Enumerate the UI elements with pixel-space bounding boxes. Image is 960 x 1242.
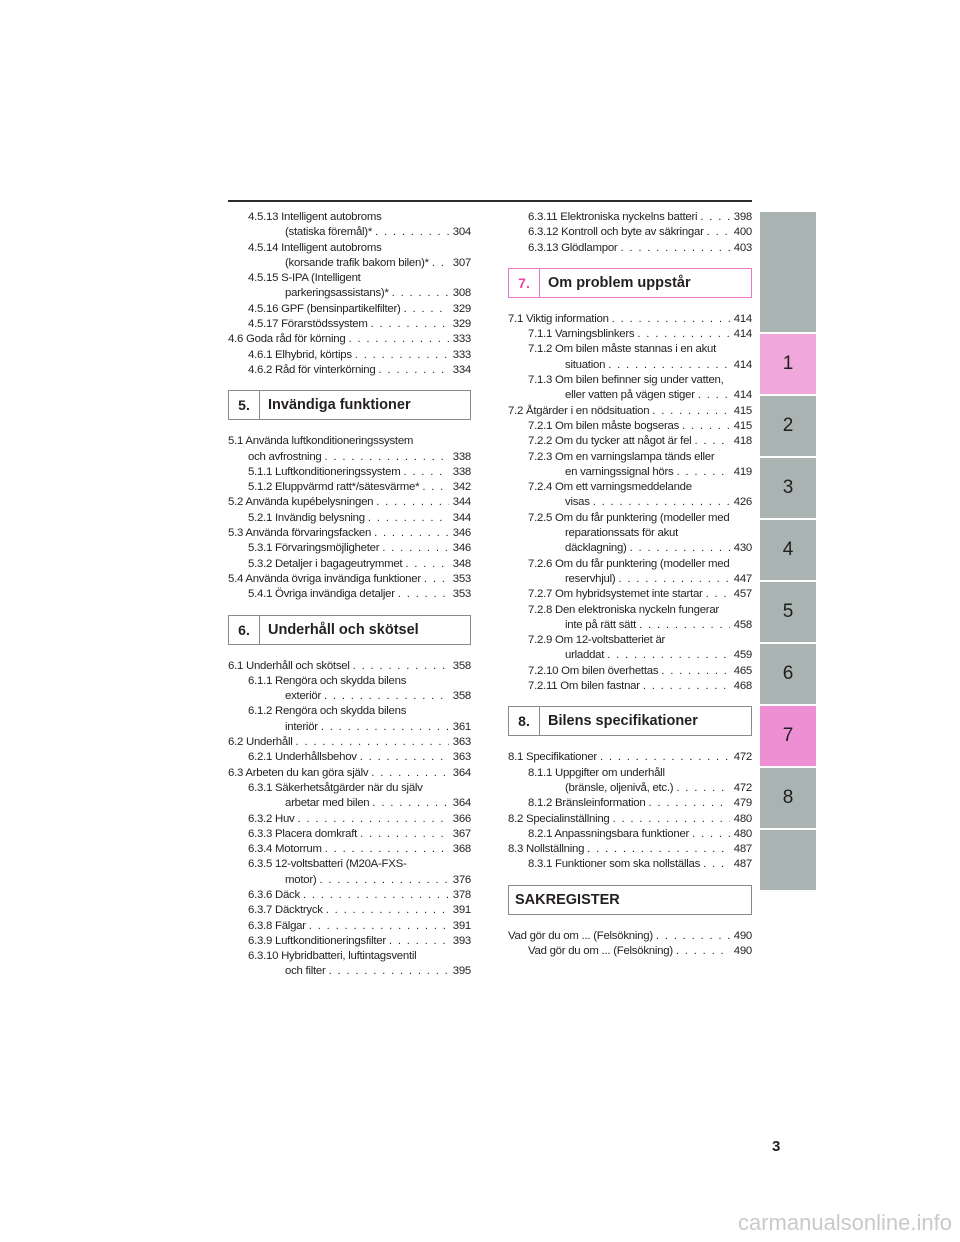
- toc-page-number: 346: [452, 542, 471, 555]
- section-number: 6.: [229, 616, 260, 644]
- dot-leader: [605, 358, 730, 373]
- dot-leader: [368, 766, 449, 781]
- toc-entry[interactable]: [508, 603, 752, 634]
- toc-page-number: 391: [452, 919, 471, 932]
- toc-entry-title: däcklagning): [565, 542, 627, 555]
- dot-leader: [322, 842, 449, 857]
- toc-page-number: 447: [733, 572, 752, 585]
- toc-page-number: 376: [452, 873, 471, 886]
- toc-entry[interactable]: [508, 450, 752, 481]
- dot-leader: [679, 419, 730, 434]
- dot-leader: [421, 572, 449, 587]
- toc-entry[interactable]: [508, 587, 752, 602]
- toc-entry[interactable]: [508, 480, 752, 511]
- toc-page-number: 487: [733, 858, 752, 871]
- dot-leader: [653, 929, 730, 944]
- toc-entry-title: 7.2.10 Om bilen överhettas: [528, 664, 659, 677]
- section-number: 8.: [509, 707, 540, 735]
- dot-leader: [691, 434, 730, 449]
- dot-leader: [300, 888, 449, 903]
- toc-entry[interactable]: [228, 434, 471, 465]
- toc-entry-title: visas: [565, 496, 590, 509]
- toc-page-number: 363: [452, 736, 471, 749]
- toc-page-number: 414: [733, 312, 752, 325]
- toc-entry-text: 7.1.3 Om bilen befinner sig under vatten,: [528, 374, 724, 387]
- toc-page-number: 472: [733, 781, 752, 794]
- toc-page-number: 364: [452, 766, 471, 779]
- toc-entry-text: 6.3.5 12-voltsbatteri (M20A-FXS-: [248, 858, 407, 871]
- chapter-tab-2[interactable]: 2: [760, 396, 816, 456]
- toc-page-number: 400: [733, 226, 752, 239]
- dot-leader: [357, 750, 449, 765]
- toc-entry[interactable]: [508, 404, 752, 419]
- toc-entry-title: urladdat: [565, 649, 605, 662]
- dot-leader: [703, 587, 730, 602]
- toc-entry-title: 7.1 Viktig information: [508, 312, 609, 325]
- toc-entry-text: 7.2.6 Om du får punktering (modeller med: [528, 557, 730, 570]
- toc-page-number: 368: [452, 843, 471, 856]
- toc-entry[interactable]: [508, 225, 752, 240]
- toc-entry[interactable]: [508, 327, 752, 342]
- toc-entry-title: 8.1.2 Bränsleinformation: [528, 797, 646, 810]
- toc-entry-title: 5.2 Använda kupébelysningen: [228, 496, 374, 509]
- toc-entry-text: 7.1.2 Om bilen måste stannas i en akut: [528, 343, 717, 356]
- toc-page-number: 308: [452, 287, 471, 300]
- toc-page-number: 334: [452, 363, 471, 376]
- dot-leader: [636, 618, 730, 633]
- toc-page-number: 353: [452, 588, 471, 601]
- dot-leader: [375, 363, 449, 378]
- watermark: carmanualsonline.info: [737, 1210, 952, 1235]
- toc-page-number: 415: [733, 419, 752, 432]
- top-rule: [228, 200, 752, 202]
- toc-entry[interactable]: [228, 659, 471, 674]
- dot-leader: [352, 348, 449, 363]
- toc-page-number: 344: [452, 511, 471, 524]
- toc-entry-title: 6.3.11 Elektroniska nyckelns batteri: [528, 211, 698, 223]
- toc-entry[interactable]: [228, 465, 471, 480]
- toc-entry-title: inte på rätt sätt: [565, 618, 637, 631]
- toc-page-number: 459: [733, 649, 752, 662]
- toc-entry-text: 7.2.4 Om ett varningsmeddelande: [528, 481, 692, 494]
- toc-page-number: 419: [733, 465, 752, 478]
- toc-entry-title: exteriör: [285, 690, 321, 703]
- dot-leader: [700, 857, 730, 872]
- toc-entry[interactable]: [508, 342, 752, 373]
- toc-entry-title: eller vatten på vägen stiger: [565, 389, 695, 402]
- toc-page-number: 395: [452, 965, 471, 978]
- dot-leader: [293, 735, 449, 750]
- toc-entry[interactable]: [228, 271, 471, 302]
- toc-entry-title: 4.5.17 Förarstödssystem: [248, 318, 368, 331]
- dot-leader: [609, 312, 730, 327]
- toc-entry-title: 5.1.1 Luftkonditioneringssystem: [248, 465, 401, 478]
- dot-leader: [400, 465, 449, 480]
- toc-page-number: 398: [733, 211, 752, 223]
- toc-page-number: 457: [733, 588, 752, 601]
- toc-entry[interactable]: [508, 373, 752, 404]
- dot-leader: [597, 750, 730, 765]
- chapter-tab-1[interactable]: 1: [760, 334, 816, 394]
- dot-leader: [357, 827, 449, 842]
- dot-leader: [419, 480, 449, 495]
- toc-entry[interactable]: [508, 210, 752, 225]
- dot-leader: [386, 934, 449, 949]
- toc-entry-text: 7.2.9 Om 12-voltsbatteriet är: [528, 634, 666, 647]
- section-heading: [508, 706, 752, 736]
- toc-entry-title: (statiska föremål)*: [285, 226, 373, 239]
- toc-page-number: 480: [733, 812, 752, 825]
- toc-entry-title: situation: [565, 358, 606, 371]
- dot-leader: [389, 286, 449, 301]
- page-number: 3: [772, 1138, 781, 1155]
- toc-entry[interactable]: [228, 526, 471, 541]
- dot-leader: [368, 317, 449, 332]
- section-heading: [228, 615, 471, 645]
- toc-entry-title: parkeringsassistans)*: [285, 287, 389, 300]
- toc-entry[interactable]: [228, 495, 471, 510]
- toc-entry[interactable]: [508, 434, 752, 449]
- toc-entry-title: en varningssignal hörs: [565, 465, 674, 478]
- toc-entry[interactable]: [228, 210, 471, 241]
- toc-entry-title: 4.5.16 GPF (bensinpartikelfilter): [248, 302, 401, 315]
- toc-entry-text: 6.1.1 Rengöra och skydda bilens: [248, 674, 407, 687]
- toc-entry[interactable]: [508, 664, 752, 679]
- dot-leader: [610, 812, 730, 827]
- toc-entry[interactable]: [228, 302, 471, 317]
- toc-entry[interactable]: [228, 903, 471, 918]
- section-heading: [508, 268, 752, 298]
- toc-page-number: 414: [733, 328, 752, 341]
- section-title: SAKREGISTER: [515, 891, 620, 908]
- section-heading: [228, 390, 471, 420]
- dot-leader: [369, 796, 449, 811]
- toc-entry[interactable]: [228, 241, 471, 272]
- toc-right-column: [508, 210, 752, 959]
- dot-leader: [673, 465, 730, 480]
- dot-leader: [371, 526, 449, 541]
- toc-page-number: 490: [733, 944, 752, 957]
- section-number: 5.: [229, 391, 260, 419]
- dot-leader: [429, 256, 449, 271]
- toc-page-number: 338: [452, 465, 471, 478]
- dot-leader: [627, 541, 730, 556]
- toc-page-number: 364: [452, 797, 471, 810]
- toc-entry-text: 7.2.5 Om du får punktering (modeller med: [528, 511, 730, 524]
- toc-entry[interactable]: [228, 827, 471, 842]
- toc-entry-title: 6.3.8 Fälgar: [248, 919, 306, 932]
- chapter-tab-blank[interactable]: [760, 830, 816, 890]
- dot-leader: [704, 225, 730, 240]
- toc-entry-title: 6.3.7 Däcktryck: [248, 904, 323, 917]
- toc-entry-title: 8.1 Specifikationer: [508, 751, 597, 764]
- section-title: Om problem uppstår: [548, 274, 691, 291]
- toc-page-number: 304: [452, 226, 471, 239]
- dot-leader: [695, 388, 730, 403]
- dot-leader: [634, 327, 730, 342]
- dot-leader: [697, 210, 730, 225]
- toc-page-number: 366: [452, 812, 471, 825]
- toc-page-number: 367: [452, 827, 471, 840]
- toc-entry[interactable]: [228, 572, 471, 587]
- toc-entry-title: 5.4.1 Övriga invändiga detaljer: [248, 588, 395, 601]
- chapter-tab-4[interactable]: 4: [760, 520, 816, 580]
- toc-page-number: 348: [452, 557, 471, 570]
- dot-leader: [345, 332, 449, 347]
- toc-entry[interactable]: [228, 674, 471, 705]
- toc-page-number: 426: [733, 496, 752, 509]
- toc-page-number: 480: [733, 827, 752, 840]
- toc-entry-title: 6.3.13 Glödlampor: [528, 241, 618, 254]
- toc-entry-text: 4.5.15 S-IPA (Intelligent: [248, 272, 361, 285]
- toc-entry-title: 6.3.4 Motorrum: [248, 843, 322, 856]
- toc-entry[interactable]: [228, 332, 471, 347]
- toc-entry-title: 5.3 Använda förvaringsfacken: [228, 527, 372, 540]
- dot-leader: [350, 659, 449, 674]
- toc-entry-title: 7.2 Åtgärder i en nödsituation: [508, 404, 650, 417]
- toc-entry-title: 5.3.2 Detaljer i bagageutrymmet: [248, 557, 403, 570]
- dot-leader: [316, 873, 449, 888]
- toc-entry-title: och avfrostning: [248, 450, 322, 463]
- toc-entry[interactable]: [228, 363, 471, 378]
- dot-leader: [379, 541, 449, 556]
- toc-entry[interactable]: [508, 679, 752, 694]
- toc-entry[interactable]: [228, 480, 471, 495]
- dot-leader: [395, 587, 449, 602]
- dot-leader: [673, 944, 730, 959]
- toc-entry-title: 7.2.7 Om hybridsystemet inte startar: [528, 588, 703, 601]
- toc-page-number: 378: [452, 888, 471, 901]
- toc-page-number: 418: [733, 435, 752, 448]
- toc-entry-title: motor): [285, 873, 317, 886]
- toc-page-number: 361: [452, 720, 471, 733]
- toc-page-number: 430: [733, 542, 752, 555]
- toc-entry[interactable]: [508, 827, 752, 842]
- toc-entry-title: 6.3 Arbeten du kan göra själv: [228, 766, 369, 779]
- dot-leader: [318, 720, 449, 735]
- toc-page-number: 307: [452, 256, 471, 269]
- toc-entry[interactable]: [508, 419, 752, 434]
- toc-page-number: 465: [733, 664, 752, 677]
- toc-entry[interactable]: [508, 750, 752, 765]
- toc-entry-text: 8.1.1 Uppgifter om underhåll: [528, 766, 665, 779]
- toc-entry-title: 8.3 Nollställning: [508, 843, 585, 856]
- toc-entry-title: 8.2 Specialinställning: [508, 812, 610, 825]
- toc-entry-title: reservhjul): [565, 572, 616, 585]
- toc-entry[interactable]: [508, 312, 752, 327]
- toc-page-number: 342: [452, 481, 471, 494]
- toc-entry-title: 6.3.6 Däck: [248, 888, 300, 901]
- toc-entry-title: (bränsle, oljenivå, etc.): [565, 781, 674, 794]
- dot-leader: [584, 842, 730, 857]
- toc-entry-text: 7.2.8 Den elektroniska nyckeln fungerar: [528, 603, 719, 616]
- toc-entry-title: 4.6 Goda råd för körning: [228, 333, 346, 346]
- toc-entry[interactable]: [228, 557, 471, 572]
- toc-entry-title: 7.2.1 Om bilen måste bogseras: [528, 419, 680, 432]
- toc-entry-title: Vad gör du om ... (Felsökning): [528, 944, 673, 957]
- toc-page-number: 346: [452, 527, 471, 540]
- toc-entry[interactable]: [228, 949, 471, 980]
- toc-page-number: 358: [452, 690, 471, 703]
- toc-entry-title: 6.2.1 Underhållsbehov: [248, 751, 357, 764]
- dot-leader: [640, 679, 730, 694]
- toc-entry-title: 5.2.1 Invändig belysning: [248, 511, 365, 524]
- toc-entry-title: arbetar med bilen: [285, 797, 370, 810]
- dot-leader: [645, 796, 730, 811]
- toc-entry-title: 5.4 Använda övriga invändiga funktioner: [228, 572, 421, 585]
- toc-page-number: 490: [733, 929, 752, 942]
- toc-page-number: 403: [733, 241, 752, 254]
- toc-entry-title: Vad gör du om ... (Felsökning): [508, 929, 653, 942]
- dot-leader: [590, 495, 730, 510]
- toc-entry[interactable]: [228, 766, 471, 781]
- toc-entry[interactable]: [508, 241, 752, 256]
- toc-entry[interactable]: [508, 633, 752, 664]
- toc-entry-title: 4.6.2 Råd för vinterkörning: [248, 363, 376, 376]
- toc-entry-title: 4.6.1 Elhybrid, körtips: [248, 348, 352, 361]
- toc-entry-title: 6.3.9 Luftkonditioneringsfilter: [248, 934, 386, 947]
- dot-leader: [323, 903, 449, 918]
- toc-page-number: 472: [733, 751, 752, 764]
- toc-page-number: 479: [733, 797, 752, 810]
- dot-leader: [321, 689, 449, 704]
- section-title: Bilens specifikationer: [548, 713, 698, 730]
- toc-entry-title: 6.1 Underhåll och skötsel: [228, 659, 350, 672]
- toc-entry-text: 6.3.1 Säkerhetsåtgärder när du själv: [248, 781, 423, 794]
- section-title: Invändiga funktioner: [268, 397, 411, 414]
- dot-leader: [295, 812, 449, 827]
- section-number: 7.: [509, 269, 540, 297]
- toc-entry[interactable]: [228, 919, 471, 934]
- toc-page-number: 353: [452, 572, 471, 585]
- toc-entry[interactable]: [508, 511, 752, 557]
- dot-leader: [326, 964, 449, 979]
- toc-entry-text: 4.5.13 Intelligent autobroms: [248, 211, 382, 223]
- toc-entry-title: 8.3.1 Funktioner som ska nollställas: [528, 858, 701, 871]
- toc-page-number: 329: [452, 318, 471, 331]
- toc-entry-title: (korsande trafik bakom bilen)*: [285, 256, 429, 269]
- dot-leader: [401, 302, 449, 317]
- toc-entry-text: reparationssats för akut: [565, 527, 679, 540]
- chapter-tab-8[interactable]: 8: [760, 768, 816, 828]
- toc-entry[interactable]: [228, 587, 471, 602]
- toc-page-number: 393: [452, 934, 471, 947]
- dot-leader: [322, 450, 450, 465]
- toc-entry[interactable]: [508, 766, 752, 797]
- toc-entry[interactable]: [228, 857, 471, 888]
- dot-leader: [617, 241, 730, 256]
- toc-entry[interactable]: [228, 812, 471, 827]
- dot-leader: [604, 648, 730, 663]
- toc-entry[interactable]: [228, 317, 471, 332]
- toc-left-column: [228, 210, 471, 980]
- toc-entry[interactable]: [228, 704, 471, 735]
- toc-entry-title: 7.2.2 Om du tycker att något är fel: [528, 435, 692, 448]
- toc-page-number: 329: [452, 302, 471, 315]
- toc-entry[interactable]: [228, 750, 471, 765]
- toc-page-number: 333: [452, 333, 471, 346]
- toc-entry-title: 8.2.1 Anpassningsbara funktioner: [528, 827, 690, 840]
- toc-entry[interactable]: [228, 511, 471, 526]
- toc-page-number: 414: [733, 358, 752, 371]
- toc-page-number: 358: [452, 659, 471, 672]
- toc-page-number: 487: [733, 843, 752, 856]
- toc-page-number: 363: [452, 751, 471, 764]
- toc-entry[interactable]: [508, 812, 752, 827]
- toc-page-number: 458: [733, 618, 752, 631]
- chapter-tabs: [760, 212, 816, 892]
- dot-leader: [649, 404, 730, 419]
- toc-page-number: 333: [452, 348, 471, 361]
- toc-entry-title: 5.1.2 Eluppvärmd ratt*/sätesvärme*: [248, 481, 420, 494]
- chapter-tab-5[interactable]: 5: [760, 582, 816, 642]
- toc-entry-text: 4.5.14 Intelligent autobroms: [248, 241, 382, 254]
- dot-leader: [615, 572, 730, 587]
- chapter-tab-3[interactable]: 3: [760, 458, 816, 518]
- toc-entry[interactable]: [508, 929, 752, 944]
- section-heading: [508, 885, 752, 915]
- toc-entry-title: 5.3.1 Förvaringsmöjligheter: [248, 542, 380, 555]
- toc-entry-title: 7.2.11 Om bilen fastnar: [528, 680, 640, 693]
- toc-entry[interactable]: [228, 735, 471, 750]
- toc-entry-title: 6.3.3 Placera domkraft: [248, 827, 358, 840]
- toc-page-number: 468: [733, 680, 752, 693]
- chapter-tab-6[interactable]: 6: [760, 644, 816, 704]
- dot-leader: [372, 225, 449, 240]
- toc-entry[interactable]: [508, 842, 752, 857]
- toc-entry[interactable]: [228, 541, 471, 556]
- section-title: Underhåll och skötsel: [268, 621, 419, 638]
- toc-entry-text: 6.1.2 Rengöra och skydda bilens: [248, 705, 407, 718]
- toc-page-number: 391: [452, 904, 471, 917]
- toc-entry-text: 7.2.3 Om en varningslampa tänds eller: [528, 450, 715, 463]
- chapter-tab-blank[interactable]: [760, 212, 816, 332]
- toc-entry[interactable]: [228, 934, 471, 949]
- dot-leader: [673, 781, 730, 796]
- toc-page-number: 415: [733, 404, 752, 417]
- toc-entry[interactable]: [228, 781, 471, 812]
- dot-leader: [689, 827, 730, 842]
- toc-entry[interactable]: [508, 944, 752, 959]
- toc-page-number: 414: [733, 389, 752, 402]
- chapter-tab-7[interactable]: 7: [760, 706, 816, 766]
- toc-entry-title: 7.1.1 Varningsblinkers: [528, 328, 635, 341]
- dot-leader: [402, 557, 449, 572]
- toc-entry[interactable]: [508, 796, 752, 811]
- toc-entry-text: 6.3.10 Hybridbatteri, luftintagsventil: [248, 950, 417, 963]
- toc-entry-title: 6.3.2 Huv: [248, 812, 295, 825]
- toc-entry-title: interiör: [285, 720, 318, 733]
- dot-leader: [373, 495, 449, 510]
- toc-entry-text: 5.1 Använda luftkonditioneringssystem: [228, 435, 414, 448]
- toc-entry[interactable]: [228, 842, 471, 857]
- toc-entry[interactable]: [508, 857, 752, 872]
- toc-page-number: 344: [452, 496, 471, 509]
- dot-leader: [365, 511, 449, 526]
- dot-leader: [658, 664, 730, 679]
- toc-entry-title: 6.3.12 Kontroll och byte av säkringar: [528, 226, 704, 239]
- dot-leader: [306, 919, 449, 934]
- toc-entry-title: och filter: [285, 965, 326, 978]
- toc-entry[interactable]: [508, 557, 752, 588]
- toc-entry[interactable]: [228, 348, 471, 363]
- toc-page-number: 338: [452, 450, 471, 463]
- toc-entry[interactable]: [228, 888, 471, 903]
- toc-entry-title: 6.2 Underhåll: [228, 736, 293, 749]
